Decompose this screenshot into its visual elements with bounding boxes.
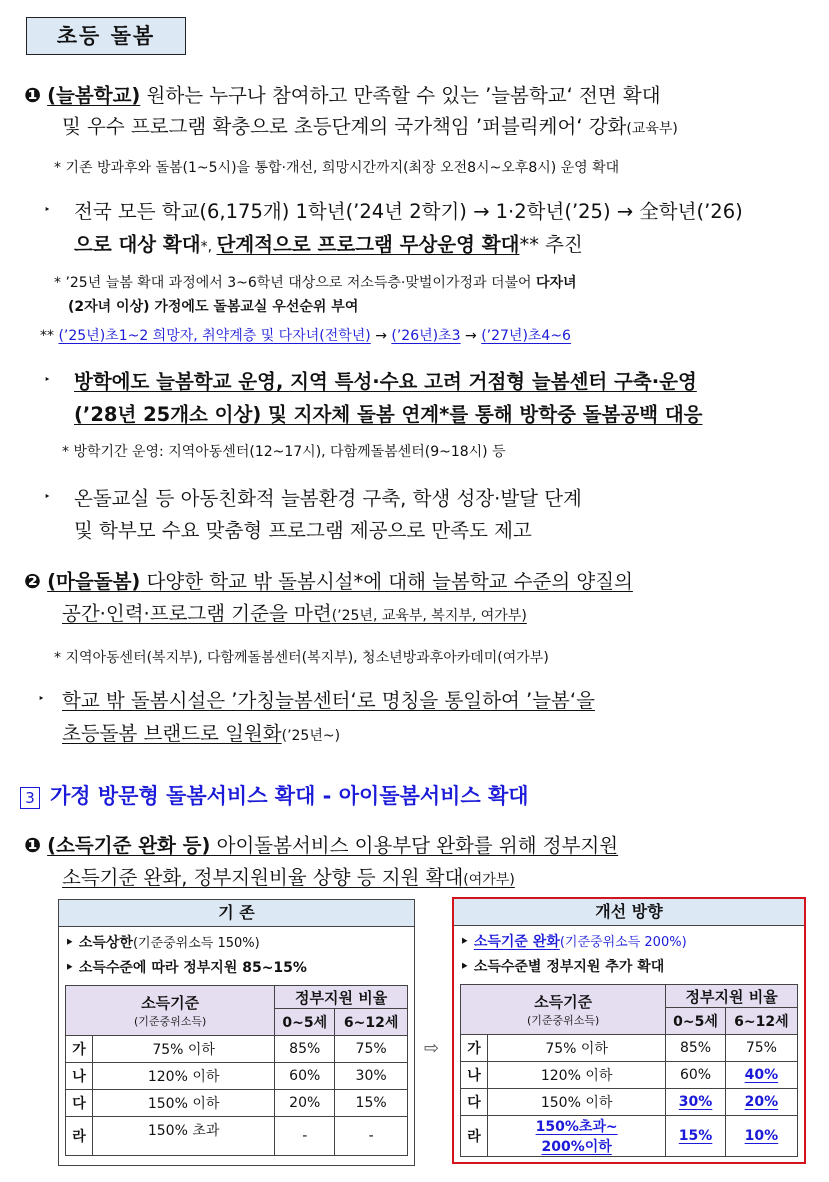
income-header: 소득기준 (기준중위소득)	[66, 986, 275, 1036]
panel-title: 개선 방향	[454, 899, 804, 926]
page-title: 초등 돌봄	[26, 17, 186, 55]
arrow-right-icon: ⇨	[424, 1038, 440, 1059]
bullet-triangle-icon: ‣	[44, 203, 51, 216]
item3-line1: ❶ (소득기준 완화 등) 아이돌봄서비스 이용부담 완화를 위해 정부지원	[24, 833, 619, 857]
b3-line2: 및 학부모 수요 맞춤형 프로그램 제공으로 만족도 제고	[74, 519, 532, 542]
item2-line1: ❷ (마을돌봄) 다양한 학교 밖 돌봄시설*에 대해 늘봄학교 수준의 양질의	[24, 569, 633, 593]
income-header: 소득기준 (기준중위소득)	[461, 985, 666, 1035]
panel-line: ‣ 소득수준별 정부지원 추가 확대	[460, 959, 665, 975]
item1-note: * 기존 방과후와 돌봄(1~5시)을 통합·개선, 희망시간까지(최장 오전8시~오후8시) 운영 확대	[54, 160, 620, 176]
item3-tag: (소득기준 완화 등)	[47, 834, 211, 857]
b3-line1: 온돌교실 등 아동친화적 늘봄환경 구축, 학생 성장·발달 단계	[74, 487, 582, 510]
item3-line2: 소득기준 완화, 정부지원비율 상향 등 지원 확대(여가부)	[62, 866, 515, 889]
table-row: 다 150% 이하 30% 20%	[461, 1089, 798, 1116]
table-row: 다 150% 이하 20% 15%	[66, 1090, 408, 1117]
item1-tag: (늘봄학교)	[47, 84, 141, 107]
table-row: 라 150%초과~ 200%이하 15% 10%	[461, 1116, 798, 1157]
b1-note1-line1: * ’25년 늘봄 확대 과정에서 3~6학년 대상으로 저소득층·맞벌이가정과 더불어 다자녀	[54, 275, 577, 291]
item2-note: * 지역아동센터(복지부), 다함께돌봄센터(복지부), 청소년방과후아카데미(여가부)	[54, 650, 549, 666]
age-header: 0~5세	[275, 1009, 335, 1036]
support-ratio-table	[460, 984, 798, 1157]
b1-line1: 전국 모든 학교(6,175개) 1학년(’24년 2학기) → 1·2학년(’25) → 全학년(’26)	[74, 200, 743, 223]
bullet-triangle-icon: ‣	[44, 373, 51, 386]
item1-line1: ❶ (늘봄학교) 원하는 누구나 참여하고 만족할 수 있는 ’늘봄학교‘ 전면 확대	[24, 83, 661, 107]
table-row: 가 75% 이하 85% 75%	[66, 1036, 408, 1063]
item1-line2: 및 우수 프로그램 확충으로 초등단계의 국가책임 ’퍼블릭케어‘ 강화(교육부)	[62, 115, 678, 138]
table-row: 나 120% 이하 60% 30%	[66, 1063, 408, 1090]
current-policy-panel	[58, 899, 415, 1166]
improvement-panel	[452, 897, 806, 1164]
b1-note2: ** (’25년)초1~2 희망자, 취약계층 및 다자녀(전학년) → (’26년)초3 → (’27년)초4~6	[40, 328, 571, 344]
panel-line: ‣ 소득상한(기준중위소득 150%)	[65, 935, 260, 951]
support-ratio-table	[65, 985, 408, 1156]
section3-heading: 3 가정 방문형 돌봄서비스 확대 - 아이돌봄서비스 확대	[20, 780, 529, 810]
item2-tag: (마을돌봄)	[47, 570, 141, 593]
ratio-header: 정부지원 비율	[666, 985, 798, 1008]
age-header: 0~5세	[666, 1008, 726, 1035]
b1-note1-line2: (2자녀 이상) 가정에도 돌봄교실 우선순위 부여	[68, 299, 359, 315]
circled-number-2: ❷	[24, 569, 41, 593]
age-header: 6~12세	[335, 1009, 408, 1036]
age-header: 6~12세	[725, 1008, 797, 1035]
section-number-box: 3	[20, 787, 40, 809]
item2-line2: 공간·인력·프로그램 기준을 마련(’25년, 교육부, 복지부, 여가부)	[62, 602, 527, 625]
circled-number-1: ❶	[24, 833, 41, 857]
b2-line2: (’28년 25개소 이상) 및 지자체 돌봄 연계*를 통해 방학중 돌봄공백 대응	[74, 403, 703, 426]
panel-line: ‣ 소득기준 완화(기준중위소득 200%)	[460, 934, 687, 950]
table-row: 나 120% 이하 60% 40%	[461, 1062, 798, 1089]
ratio-header: 정부지원 비율	[275, 986, 408, 1009]
panel-line: ‣ 소득수준에 따라 정부지원 85~15%	[65, 960, 307, 976]
circled-number-1: ❶	[24, 83, 41, 107]
table-row: 라 150% 초과 - -	[66, 1117, 408, 1156]
item2-bullet-line2: 초등돌봄 브랜드로 일원화(’25년~)	[62, 722, 341, 745]
b2-note: * 방학기간 운영: 지역아동센터(12~17시), 다함께돌봄센터(9~18시) 등	[62, 444, 506, 460]
panel-title: 기 존	[59, 900, 414, 927]
bullet-triangle-icon: ‣	[44, 490, 51, 503]
b1-line2: 으로 대상 확대*, 단계적으로 프로그램 무상운영 확대** 추진	[74, 233, 583, 256]
item2-bullet-line1: 학교 밖 돌봄시설은 ’가칭늘봄센터‘로 명칭을 통일하여 ’늘봄‘을	[62, 689, 595, 712]
table-row: 가 75% 이하 85% 75%	[461, 1035, 798, 1062]
bullet-triangle-icon: ‣	[38, 692, 45, 705]
b2-line1: 방학에도 늘봄학교 운영, 지역 특성·수요 고려 거점형 늘봄센터 구축·운영	[74, 370, 697, 393]
